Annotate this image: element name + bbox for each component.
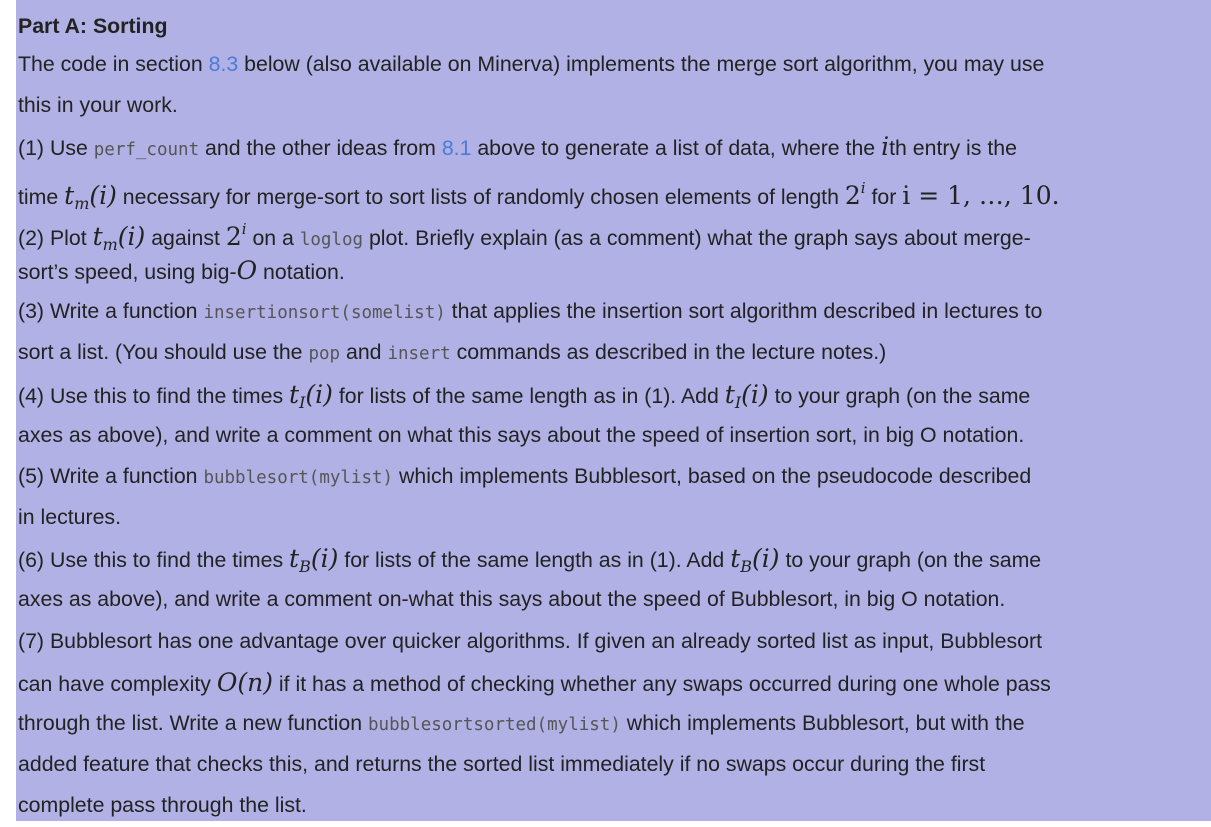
math-arg: (i) xyxy=(305,379,333,409)
item-7-line-2 xyxy=(18,662,1210,703)
item-text: for lists of the same length as in (1). Add xyxy=(338,548,731,573)
item-3-line-2 xyxy=(18,332,1210,373)
math-pow-base: 2 xyxy=(225,221,242,251)
math-t: t xyxy=(730,544,741,574)
item-7-line-3 xyxy=(18,703,1210,744)
code-loglog: loglog xyxy=(299,229,364,250)
code-perf-count: perf_count xyxy=(93,140,200,161)
item-text: sort a list. (You should use the xyxy=(18,340,309,365)
intro-line-2: this in your work. xyxy=(18,93,178,118)
item-6-line-2: axes as above), and write a comment on-what this says about the speed of Bubblesort, in big O notation. xyxy=(18,587,1006,612)
item-text: above to generate a list of data, where the xyxy=(471,136,882,161)
math-pow-base: 2 xyxy=(844,180,861,210)
item-text: notation. xyxy=(257,259,345,284)
math-pow-exp: i xyxy=(241,219,247,238)
section-link-8-1[interactable]: 8.1 xyxy=(441,136,472,161)
math-sub-i: I xyxy=(299,392,306,412)
math-sub-i: I xyxy=(734,392,742,412)
item-text: sort’s speed, using big- xyxy=(18,259,237,284)
math-t: t xyxy=(64,180,75,210)
item-5-line-1 xyxy=(18,456,1210,497)
math-t: t xyxy=(289,379,300,409)
item-text: if it has a method of checking whether any swaps occurred during one whole pass xyxy=(272,671,1051,696)
item-text: plot. Briefly explain (as a comment) what the graph says about merge- xyxy=(363,225,1031,250)
item-text: which implements Bubblesort, based on the pseudocode described xyxy=(393,463,1032,488)
code-bubblesort: bubblesort(mylist) xyxy=(203,467,394,488)
math-t: t xyxy=(92,221,103,251)
math-arg: (i) xyxy=(310,544,339,574)
item-text: against xyxy=(145,225,226,250)
math-t: t xyxy=(724,379,735,409)
math-big-o: O xyxy=(236,255,258,285)
code-insertionsort: insertionsort(somelist) xyxy=(203,303,446,324)
document-page xyxy=(16,0,1211,821)
item-3-line-1 xyxy=(18,291,1210,332)
item-text: that applies the insertion sort algorithm described in lectures to xyxy=(445,299,1043,324)
item-text: (6) Use this to find the times xyxy=(18,548,290,573)
math-sub-b: B xyxy=(299,557,311,577)
item-6-line-1 xyxy=(18,538,1210,579)
math-arg: (i) xyxy=(117,221,146,251)
item-text: on a xyxy=(246,225,300,250)
item-1-line-1 xyxy=(18,126,1210,167)
item-4-line-1 xyxy=(18,374,1210,415)
item-text: to your graph (on the same xyxy=(779,548,1042,573)
item-text: can have complexity xyxy=(18,671,217,696)
item-text: necessary for merge-sort to sort lists of randomly chosen elements of length xyxy=(116,184,845,209)
item-2-line-1 xyxy=(18,209,1210,254)
math-arg: (i) xyxy=(752,544,780,574)
part-a-section xyxy=(18,8,1210,827)
item-text: (4) Use this to find the times xyxy=(18,383,290,408)
math-arg: (i) xyxy=(89,180,117,210)
item-text: and xyxy=(340,340,388,365)
intro-text: The code in section xyxy=(18,52,209,76)
math-sub-m: m xyxy=(74,193,90,213)
math-sub-m: m xyxy=(102,234,118,254)
code-bubblesortsorted: bubblesortsorted(mylist) xyxy=(368,715,621,735)
math-range: i = 1, …, 10. xyxy=(902,180,1060,210)
item-text: through the list. Write a new function xyxy=(18,711,369,735)
item-text: and the other ideas from xyxy=(199,136,442,161)
math-o-n: O(n) xyxy=(216,667,273,697)
section-heading: Part A: Sorting xyxy=(18,14,168,38)
item-text: (2) Plot xyxy=(18,225,93,250)
item-4-line-2: axes as above), and write a comment on what this says about the speed of insertion sort, in big O notation. xyxy=(18,422,1025,447)
math-t: t xyxy=(289,544,300,574)
item-7-line-1: (7) Bubblesort has one advantage over quicker algorithms. If given an already sorted list as input, Bubblesort xyxy=(18,628,1043,653)
item-text: which implements Bubblesort, but with the xyxy=(620,711,1025,735)
item-7-line-4: added feature that checks this, and returns the sorted list immediately if no swaps occur during the first xyxy=(18,752,986,777)
item-text: to your graph (on the same xyxy=(768,383,1031,408)
math-arg: (i) xyxy=(741,379,769,409)
item-text: time xyxy=(18,184,65,209)
item-text: (5) Write a function xyxy=(18,463,204,488)
item-text: for lists of the same length as in (1). Add xyxy=(332,383,725,408)
section-link-8-3[interactable]: 8.3 xyxy=(208,52,239,76)
item-1-line-2 xyxy=(18,168,1210,213)
item-7-line-5: complete pass through the list. xyxy=(18,793,307,818)
item-text: for xyxy=(865,184,903,209)
item-5-line-2: in lectures. xyxy=(18,505,121,530)
code-pop: pop xyxy=(308,344,341,365)
item-text: commands as described in the lecture notes.) xyxy=(450,340,887,365)
item-text: (1) Use xyxy=(18,136,94,161)
intro-text: below (also available on Minerva) implements the merge sort algorithm, you may use xyxy=(238,52,1045,76)
item-text: th entry is the xyxy=(889,136,1017,161)
code-insert: insert xyxy=(387,344,451,365)
item-text: (3) Write a function xyxy=(18,299,204,324)
math-sub-b: B xyxy=(740,557,753,577)
intro-line-1 xyxy=(18,44,1210,85)
item-2-line-2 xyxy=(18,250,1210,291)
math-var-i: i xyxy=(881,132,890,162)
math-pow-exp: i xyxy=(860,178,866,197)
